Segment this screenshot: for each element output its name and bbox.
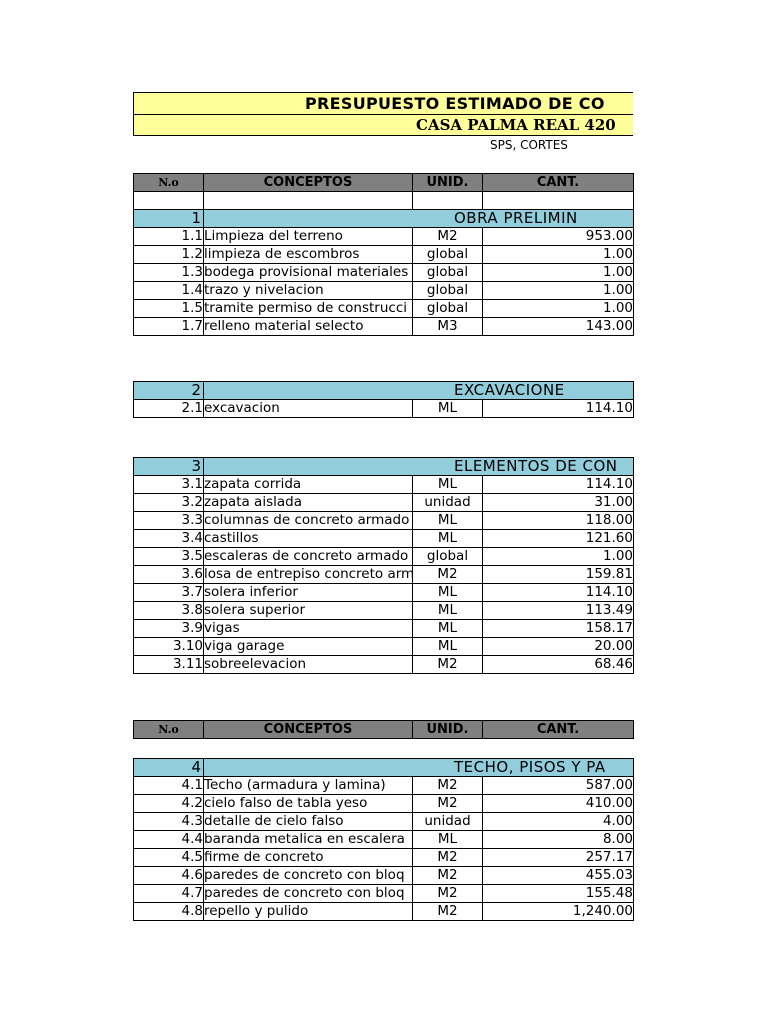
item-number[interactable]: 1.1 [134, 228, 204, 246]
item-concept[interactable]: paredes de concreto con bloq [204, 885, 413, 903]
item-number[interactable]: 1.7 [134, 318, 204, 336]
table-row [134, 620, 634, 638]
item-number[interactable]: 4.5 [134, 849, 204, 867]
item-number[interactable]: 3.8 [134, 602, 204, 620]
col-header-unit[interactable]: UNID. [413, 174, 483, 192]
item-unit[interactable]: ML [413, 530, 483, 548]
item-number[interactable]: 3.2 [134, 494, 204, 512]
item-quantity[interactable]: 410.00 [483, 795, 634, 813]
table-row [134, 400, 634, 418]
table-row [134, 903, 634, 921]
item-unit[interactable]: M2 [413, 656, 483, 674]
item-quantity[interactable]: 143.00 [483, 318, 634, 336]
table-row [134, 795, 634, 813]
item-quantity[interactable]: 155.48 [483, 885, 634, 903]
spreadsheet [133, 0, 633, 1024]
item-concept[interactable]: excavacion [204, 400, 413, 418]
item-concept[interactable]: repello y pulido [204, 903, 413, 921]
item-concept[interactable]: zapata corrida [204, 476, 413, 494]
table-row [134, 831, 634, 849]
item-number[interactable]: 1.3 [134, 264, 204, 282]
table-row [134, 813, 634, 831]
item-unit[interactable]: M2 [413, 566, 483, 584]
item-quantity[interactable]: 114.10 [483, 476, 634, 494]
item-number[interactable]: 3.4 [134, 530, 204, 548]
project-location[interactable]: SPS, CORTES [490, 138, 568, 152]
item-concept[interactable]: tramite permiso de construcci [204, 300, 413, 318]
table-row [134, 566, 634, 584]
cell[interactable] [134, 192, 204, 210]
item-unit[interactable]: global [413, 246, 483, 264]
item-quantity[interactable]: 587.00 [483, 777, 634, 795]
item-number[interactable]: 4.2 [134, 795, 204, 813]
item-concept[interactable]: sobreelevacion [204, 656, 413, 674]
table-row [134, 656, 634, 674]
table-row [134, 264, 634, 282]
item-unit[interactable]: M2 [413, 903, 483, 921]
item-concept[interactable]: Limpieza del terreno [204, 228, 413, 246]
budget-table-2 [133, 381, 634, 418]
table-row [134, 777, 634, 795]
item-concept[interactable]: bodega provisional materiales [204, 264, 413, 282]
item-quantity[interactable]: 4.00 [483, 813, 634, 831]
item-number[interactable]: 3.1 [134, 476, 204, 494]
item-unit[interactable]: global [413, 548, 483, 566]
item-quantity[interactable]: 68.46 [483, 656, 634, 674]
cell[interactable] [204, 192, 413, 210]
item-concept[interactable]: escaleras de concreto armado [204, 548, 413, 566]
item-unit[interactable]: ML [413, 620, 483, 638]
item-number[interactable]: 3.3 [134, 512, 204, 530]
table-row [134, 512, 634, 530]
cell[interactable] [413, 192, 483, 210]
item-number[interactable]: 1.2 [134, 246, 204, 264]
item-number[interactable]: 4.8 [134, 903, 204, 921]
section-number[interactable]: 2 [134, 382, 204, 400]
item-number[interactable]: 3.10 [134, 638, 204, 656]
table-row [134, 849, 634, 867]
item-quantity[interactable]: 8.00 [483, 831, 634, 849]
item-concept[interactable]: trazo y nivelacion [204, 282, 413, 300]
item-concept[interactable]: viga garage [204, 638, 413, 656]
table-row [134, 228, 634, 246]
item-concept[interactable]: limpieza de escombros [204, 246, 413, 264]
item-concept[interactable]: detalle de cielo falso [204, 813, 413, 831]
item-quantity[interactable]: 1.00 [483, 300, 634, 318]
item-quantity[interactable]: 257.17 [483, 849, 634, 867]
col-header-no[interactable]: N.o [134, 174, 204, 192]
item-concept[interactable]: columnas de concreto armado [204, 512, 413, 530]
budget-table-1 [133, 173, 634, 336]
budget-title[interactable]: PRESUPUESTO ESTIMADO DE CO [133, 92, 633, 115]
item-unit[interactable]: ML [413, 602, 483, 620]
item-number[interactable]: 3.11 [134, 656, 204, 674]
item-concept[interactable]: zapata aislada [204, 494, 413, 512]
cell[interactable] [483, 192, 634, 210]
project-name[interactable]: CASA PALMA REAL 420 [133, 114, 633, 136]
item-unit[interactable]: M2 [413, 228, 483, 246]
item-number[interactable]: 4.1 [134, 777, 204, 795]
section-title[interactable]: OBRA PRELIMIN [204, 210, 634, 228]
item-number[interactable]: 3.7 [134, 584, 204, 602]
col-header-qty[interactable]: CANT. [483, 174, 634, 192]
section-number[interactable]: 3 [134, 458, 204, 476]
col-header-qty[interactable]: CANT. [483, 721, 634, 739]
item-quantity[interactable]: 1.00 [483, 282, 634, 300]
item-concept[interactable]: solera inferior [204, 584, 413, 602]
item-unit[interactable]: M2 [413, 867, 483, 885]
section-row [134, 382, 634, 400]
item-unit[interactable]: M2 [413, 885, 483, 903]
table-row [134, 602, 634, 620]
item-unit[interactable]: ML [413, 400, 483, 418]
item-quantity[interactable]: 114.10 [483, 400, 634, 418]
item-number[interactable]: 1.4 [134, 282, 204, 300]
item-concept[interactable]: vigas [204, 620, 413, 638]
budget-table-3 [133, 457, 634, 674]
item-quantity[interactable]: 1,240.00 [483, 903, 634, 921]
item-number[interactable]: 3.6 [134, 566, 204, 584]
item-concept[interactable]: losa de entrepiso concreto arm [204, 566, 415, 582]
item-concept[interactable]: firme de concreto [204, 849, 413, 867]
item-quantity[interactable]: 1.00 [483, 246, 634, 264]
item-unit[interactable]: global [413, 300, 483, 318]
item-quantity[interactable]: 953.00 [483, 228, 634, 246]
section-row [134, 759, 634, 777]
section-title[interactable]: TECHO, PISOS Y PA [204, 759, 634, 777]
table-row [134, 246, 634, 264]
item-concept[interactable]: Techo (armadura y lamina) [204, 777, 413, 795]
section-number[interactable]: 4 [134, 759, 204, 777]
item-number[interactable]: 4.3 [134, 813, 204, 831]
column-header-row [134, 721, 634, 739]
item-concept[interactable]: castillos [204, 530, 413, 548]
item-concept[interactable]: paredes de concreto con bloq [204, 867, 413, 885]
item-number[interactable]: 2.1 [134, 400, 204, 418]
item-quantity[interactable]: 1.00 [483, 264, 634, 282]
item-number[interactable]: 4.4 [134, 831, 204, 849]
item-unit[interactable]: M2 [413, 849, 483, 867]
item-concept[interactable]: solera superior [204, 602, 413, 620]
item-number[interactable]: 4.7 [134, 885, 204, 903]
item-unit[interactable]: M3 [413, 318, 483, 336]
column-header-row [134, 174, 634, 192]
item-unit[interactable]: unidad [413, 813, 483, 831]
item-unit[interactable]: ML [413, 638, 483, 656]
item-unit[interactable]: global [413, 264, 483, 282]
section-row [134, 458, 634, 476]
item-unit[interactable]: ML [413, 476, 483, 494]
table-row [134, 530, 634, 548]
item-unit[interactable]: M2 [413, 795, 483, 813]
item-unit[interactable]: ML [413, 831, 483, 849]
table-row [134, 300, 634, 318]
item-number[interactable]: 1.5 [134, 300, 204, 318]
item-unit[interactable]: M2 [413, 777, 483, 795]
table-row [134, 476, 634, 494]
table-row [134, 867, 634, 885]
table-row [134, 638, 634, 656]
item-unit[interactable]: unidad [413, 494, 483, 512]
item-quantity[interactable]: 31.00 [483, 494, 634, 512]
section-title[interactable]: ELEMENTOS DE CON [204, 458, 634, 476]
item-quantity[interactable]: 1.00 [483, 548, 634, 566]
section-title[interactable]: EXCAVACIONE [204, 382, 634, 400]
item-quantity[interactable]: 121.60 [483, 530, 634, 548]
item-unit[interactable]: ML [413, 512, 483, 530]
col-header-concept[interactable]: CONCEPTOS [204, 174, 413, 192]
item-unit[interactable]: global [413, 282, 483, 300]
budget-table-header-2 [133, 720, 634, 739]
table-row [134, 282, 634, 300]
budget-table-4 [133, 758, 634, 921]
table-row [134, 885, 634, 903]
table-row [134, 318, 634, 336]
item-quantity[interactable]: 20.00 [483, 638, 634, 656]
item-quantity[interactable]: 159.81 [483, 566, 634, 584]
item-quantity[interactable]: 118.00 [483, 512, 634, 530]
blank-row [134, 192, 634, 210]
item-quantity[interactable]: 114.10 [483, 584, 634, 602]
item-concept[interactable]: relleno material selecto [204, 318, 413, 336]
item-concept[interactable]: cielo falso de tabla yeso [204, 795, 413, 813]
item-concept[interactable]: baranda metalica en escalera [204, 831, 413, 849]
item-number[interactable]: 3.5 [134, 548, 204, 566]
table-row [134, 548, 634, 566]
section-number[interactable]: 1 [134, 210, 204, 228]
col-header-unit[interactable]: UNID. [413, 721, 483, 739]
section-row [134, 210, 634, 228]
table-row [134, 584, 634, 602]
col-header-no[interactable]: N.o [134, 721, 204, 739]
table-row [134, 494, 634, 512]
item-unit[interactable]: ML [413, 584, 483, 602]
col-header-concept[interactable]: CONCEPTOS [204, 721, 413, 739]
item-quantity[interactable]: 455.03 [483, 867, 634, 885]
item-number[interactable]: 4.6 [134, 867, 204, 885]
item-number[interactable]: 3.9 [134, 620, 204, 638]
item-quantity[interactable]: 113.49 [483, 602, 634, 620]
item-quantity[interactable]: 158.17 [483, 620, 634, 638]
